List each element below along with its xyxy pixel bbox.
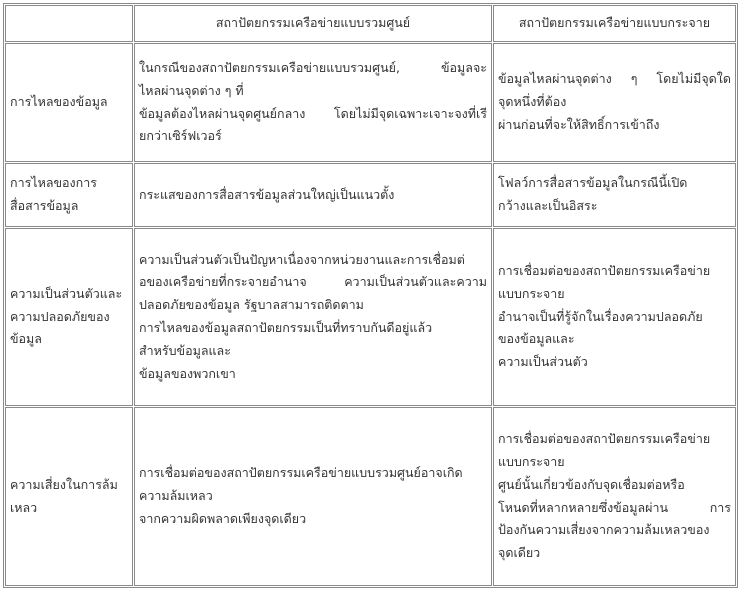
cell-line: ข้อมูลของพวกเขา bbox=[139, 365, 236, 381]
cell-line: ของข้อมูลและ bbox=[498, 331, 575, 347]
cell-line: อของเครือข่ายที่กระจายอำนาจ ความเป็นส่วนตัวและความ bbox=[139, 274, 487, 290]
cell-line: จากความผิดพลาดเพียงจุดเดียว bbox=[139, 510, 307, 526]
topic-cell bbox=[5, 43, 133, 162]
header-centralized: สถาปัตยกรรมเครือข่ายแบบรวมศูนย์ bbox=[134, 5, 492, 42]
cell-line: กระแสของการสื่อสารข้อมูลส่วนใหญ่เป็นแนวตั้ง bbox=[139, 186, 395, 202]
table-row bbox=[5, 163, 736, 227]
header-distributed: สถาปัตยกรรมเครือข่ายแบบกระจาย bbox=[493, 5, 736, 42]
topic-line: สื่อสารข้อมูล bbox=[10, 198, 79, 213]
cell-line: จุดเดียว bbox=[498, 545, 541, 561]
topic-line: ข้อมูล bbox=[10, 331, 42, 347]
cell-line: ความเป็นส่วนตัว bbox=[498, 354, 588, 370]
cell-line: การเชื่อมต่อของสถาปัตยกรรมเครือข่าย bbox=[498, 263, 711, 278]
cell-line: การเชื่อมต่อของสถาปัตยกรรมเครือข่าย bbox=[498, 431, 711, 447]
topic-cell bbox=[5, 163, 133, 227]
cell-line: ป้องกันความเสี่ยงจากความล้มเหลวของ bbox=[498, 522, 710, 538]
centralized-cell bbox=[134, 163, 492, 227]
cell-line: โหนดที่หลากหลายซึ่งข้อมูลผ่าน การ bbox=[498, 499, 731, 515]
header-row bbox=[5, 5, 736, 42]
distributed-cell bbox=[493, 43, 736, 162]
cell-line: ผ่านก่อนที่จะให้สิทธิ์การเข้าถึง bbox=[498, 116, 660, 132]
cell-line: สำหรับข้อมูลและ bbox=[139, 342, 231, 358]
cell-line: ความล้มเหลว bbox=[139, 488, 213, 504]
cell-line: แบบกระจาย bbox=[498, 285, 565, 301]
centralized-cell bbox=[134, 43, 492, 162]
cell-line: ความเป็นส่วนตัวเป็นปัญหาเนื่องจากหน่วยงานและการเชื่อมต่ bbox=[139, 251, 465, 267]
topic-line: ความเสี่ยงในการล้ม bbox=[10, 476, 118, 492]
distributed-cell bbox=[493, 407, 736, 586]
cell-line: การไหลของข้อมูลสถาปัตยกรรมเป็นที่ทราบกันดีอยู่แล้ว bbox=[139, 320, 433, 335]
comparison-table bbox=[3, 3, 738, 588]
cell-line: กว้างและเป็นอิสระ bbox=[498, 198, 598, 213]
topic-line: ความเป็นส่วนตัวและ bbox=[10, 285, 123, 301]
topic-cell bbox=[5, 407, 133, 586]
distributed-cell bbox=[493, 228, 736, 406]
cell-line: ข้อมูลไหลผ่านจุดต่าง ๆ โดยไม่มีจุดใด bbox=[498, 71, 731, 87]
cell-line: จุดหนึ่งที่ต้อง bbox=[498, 94, 567, 110]
cell-line: ไหลผ่านจุดต่าง ๆ ที่ bbox=[139, 82, 244, 98]
cell-line: ในกรณีของสถาปัตยกรรมเครือข่ายแบบรวมศูนย์, ข้อมูลจะ bbox=[139, 59, 487, 75]
table-row bbox=[5, 43, 736, 162]
cell-line: ยกว่าเซิร์ฟเวอร์ bbox=[139, 128, 222, 144]
centralized-cell bbox=[134, 407, 492, 586]
header-corner-cell bbox=[5, 5, 133, 42]
topic-cell bbox=[5, 228, 133, 406]
cell-line: ศูนย์นั้นเกี่ยวข้องกับจุดเชื่อมต่อหรือ bbox=[498, 476, 685, 492]
centralized-cell bbox=[134, 228, 492, 406]
topic-line: การไหลของข้อมูล bbox=[10, 94, 108, 110]
cell-line: ข้อมูลต้องไหลผ่านจุดศูนย์กลาง โดยไม่มีจุดเฉพาะเจาะจงที่เรี bbox=[139, 105, 487, 121]
topic-line: ความปลอดภัยของ bbox=[10, 308, 110, 324]
distributed-cell bbox=[493, 163, 736, 227]
topic-line: เหลว bbox=[10, 499, 38, 515]
table-row bbox=[5, 407, 736, 586]
cell-line: แบบกระจาย bbox=[498, 453, 565, 469]
table-row bbox=[5, 228, 736, 406]
cell-line: การเชื่อมต่อของสถาปัตยกรรมเครือข่ายแบบรวมศูนย์อาจเกิด bbox=[139, 465, 463, 481]
topic-line: การไหลของการ bbox=[10, 175, 97, 191]
cell-line: ปลอดภัยของข้อมูล รัฐบาลสามารถติดตาม bbox=[139, 297, 364, 313]
cell-line: อำนาจเป็นที่รู้จักในเรื่องความปลอดภัย bbox=[498, 308, 703, 324]
cell-line: โฟลว์การสื่อสารข้อมูลในกรณีนี้เปิด bbox=[498, 175, 688, 191]
